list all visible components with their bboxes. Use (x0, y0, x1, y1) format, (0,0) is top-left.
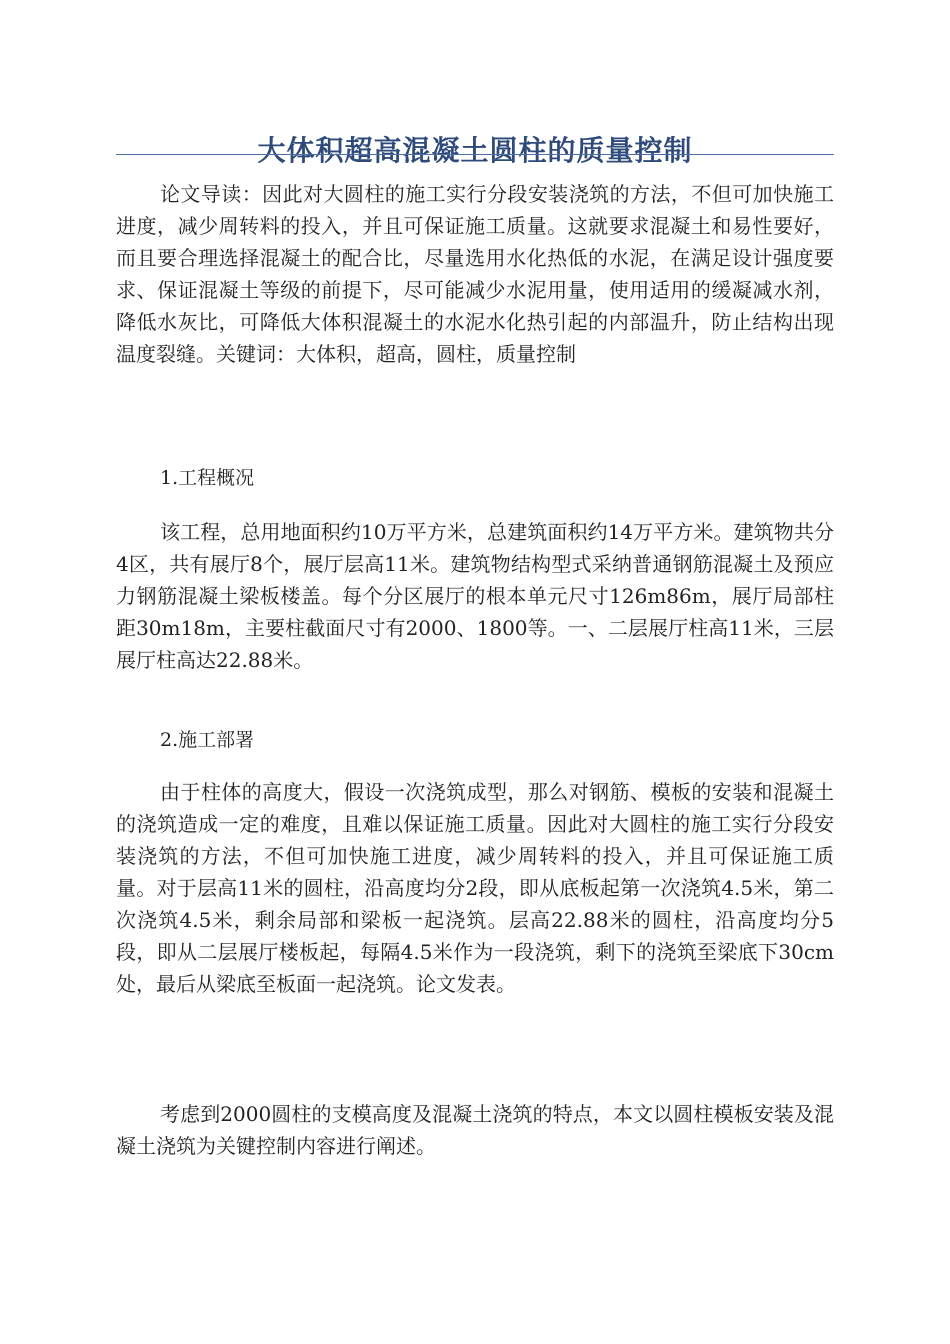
overview-paragraph: 该工程，总用地面积约10万平方米，总建筑面积约14万平方米。建筑物共分4区，共有展厅8个，展厅层高11米。建筑物结构型式采纳普通钢筋混凝土及预应力钢筋混凝土梁板楼盖。每个分区展厅的根本单元尺寸126m86m，展厅局部柱距30m18m，主要柱截面尺寸有2000、1800等。一、二层展厅柱高11米，三层展厅柱高达22.88米。 (116, 520, 834, 672)
document-title: 大体积超高混凝土圆柱的质量控制 (257, 133, 693, 167)
section-heading-overview: 1.工程概况 (160, 467, 255, 489)
section-heading-deployment: 2.施工部署 (160, 729, 255, 751)
title-underline (116, 154, 834, 155)
deployment-paragraph: 由于柱体的高度大，假设一次浇筑成型，那么对钢筋、模板的安装和混凝土的浇筑造成一定的难度，且难以保证施工质量。因此对大圆柱的施工实行分段安装浇筑的方法，不但可加快施工进度，减少周转料的投入，并且可保证施工质量。对于层高11米的圆柱，沿高度均分2段，即从底板起第一次浇筑4.5米，第二次浇筑4.5米，剩余局部和梁板一起浇筑。层高22.88米的圆柱，沿高度均分5段，即从二层展厅楼板起，每隔4.5米作为一段浇筑，剩下的浇筑至梁底下30cm处，最后从梁底至板面一起浇筑。论文发表。 (116, 780, 834, 996)
consideration-paragraph: 考虑到2000圆柱的支模高度及混凝土浇筑的特点，本文以圆柱模板安装及混凝土浇筑为关键控制内容进行阐述。 (116, 1102, 834, 1158)
abstract-paragraph: 论文导读：因此对大圆柱的施工实行分段安装浇筑的方法，不但可加快施工进度，减少周转料的投入，并且可保证施工质量。这就要求混凝土和易性要好，而且要合理选择混凝土的配合比，尽量选用水化热低的水泥，在满足设计强度要求、保证混凝土等级的前提下，尽可能减少水泥用量，使用适用的缓凝减水剂，降低水灰比，可降低大体积混凝土的水泥水化热引起的内部温升，防止结构出现温度裂缝。关键词：大体积，超高，圆柱，质量控制 (116, 182, 834, 366)
